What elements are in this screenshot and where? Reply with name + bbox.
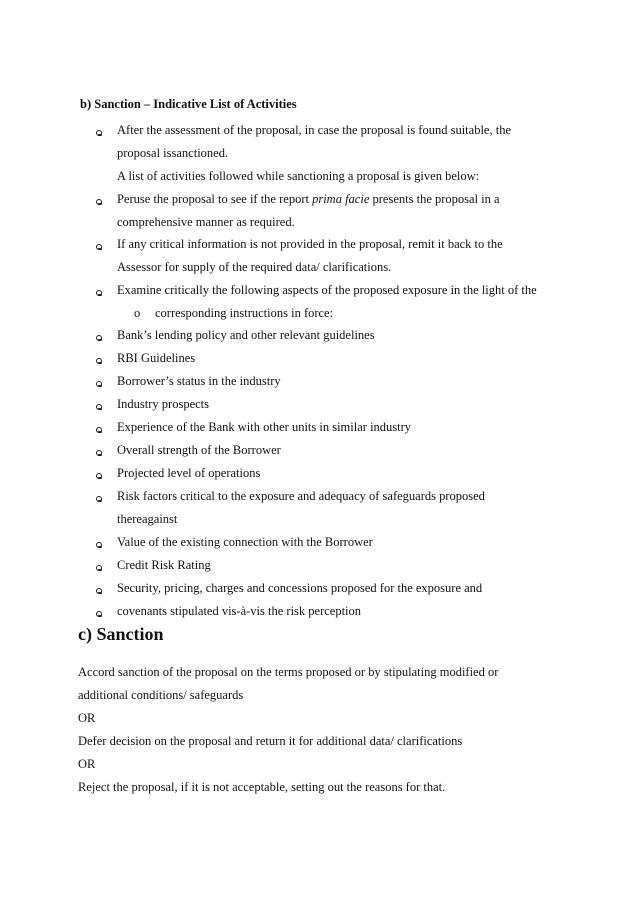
item-activities-intro: A list of activities followed while sanctioning a proposal is given below:	[117, 169, 480, 183]
item-peruse-line1	[117, 192, 500, 207]
bullet-icon	[96, 335, 102, 341]
bullet-icon	[96, 473, 102, 479]
paragraph-line: OR	[78, 711, 96, 725]
peruse-text-end: presents the proposal in a	[369, 192, 500, 206]
bullet-icon	[96, 358, 102, 364]
aspect-item: Bank’s lending policy and other relevant guidelines	[117, 328, 375, 342]
aspect-item: Credit Risk Rating	[117, 558, 211, 572]
bullet-icon	[96, 611, 102, 617]
aspect-item: Industry prospects	[117, 397, 209, 411]
item-assessment-line2: proposal issanctioned.	[117, 146, 229, 160]
bullet-icon	[96, 290, 102, 296]
section-b-heading: b) Sanction – Indicative List of Activities	[80, 97, 297, 111]
item-assessment-line1: After the assessment of the proposal, in case the proposal is found suitable, the	[117, 123, 512, 137]
aspect-item-continuation: thereagainst	[117, 512, 178, 526]
bullet-icon	[96, 588, 102, 594]
bullet-icon	[96, 404, 102, 410]
paragraph-line: Reject the proposal, if it is not acceptable, setting out the reasons for that.	[78, 780, 446, 794]
bullet-icon	[96, 130, 102, 136]
item-examine-line1: Examine critically the following aspects of the proposed exposure in the light of the	[117, 283, 537, 297]
aspect-item: Projected level of operations	[117, 466, 261, 480]
paragraph-line: additional conditions/ safeguards	[78, 688, 244, 702]
bullet-icon	[96, 199, 102, 205]
item-critical-info-line2: Assessor for supply of the required data/ clarifications.	[117, 260, 392, 274]
aspect-item: RBI Guidelines	[117, 351, 196, 365]
bullet-icon	[96, 427, 102, 433]
bullet-icon	[96, 244, 102, 250]
sub-bullet-marker: o	[134, 306, 141, 320]
paragraph-line: Defer decision on the proposal and return it for additional data/ clarifications	[78, 734, 463, 748]
bullet-icon	[96, 381, 102, 387]
paragraph-line: Accord sanction of the proposal on the terms proposed or by stipulating modified or	[78, 665, 499, 679]
paragraph-line: OR	[78, 757, 96, 771]
bullet-icon	[96, 565, 102, 571]
prima-facie-italic: prima facie	[312, 192, 370, 206]
aspect-item: Experience of the Bank with other units in similar industry	[117, 420, 412, 434]
bullet-icon	[96, 496, 102, 502]
aspect-item: Risk factors critical to the exposure and adequacy of safeguards proposed	[117, 489, 485, 503]
aspect-item: Value of the existing connection with the Borrower	[117, 535, 373, 549]
bullet-icon	[96, 542, 102, 548]
sub-item-text: corresponding instructions in force:	[155, 306, 334, 320]
peruse-text-start: Peruse the proposal to see if the report	[117, 192, 313, 206]
aspect-item: covenants stipulated vis-à-vis the risk perception	[117, 604, 362, 618]
aspect-item: Security, pricing, charges and concessions proposed for the exposure and	[117, 581, 483, 595]
bullet-icon	[96, 450, 102, 456]
item-peruse-line2: comprehensive manner as required.	[117, 215, 295, 229]
aspect-item: Overall strength of the Borrower	[117, 443, 281, 457]
section-c-heading: c) Sanction	[78, 624, 164, 644]
item-critical-info-line1: If any critical information is not provided in the proposal, remit it back to the	[117, 237, 503, 251]
aspect-item: Borrower’s status in the industry	[117, 374, 281, 388]
